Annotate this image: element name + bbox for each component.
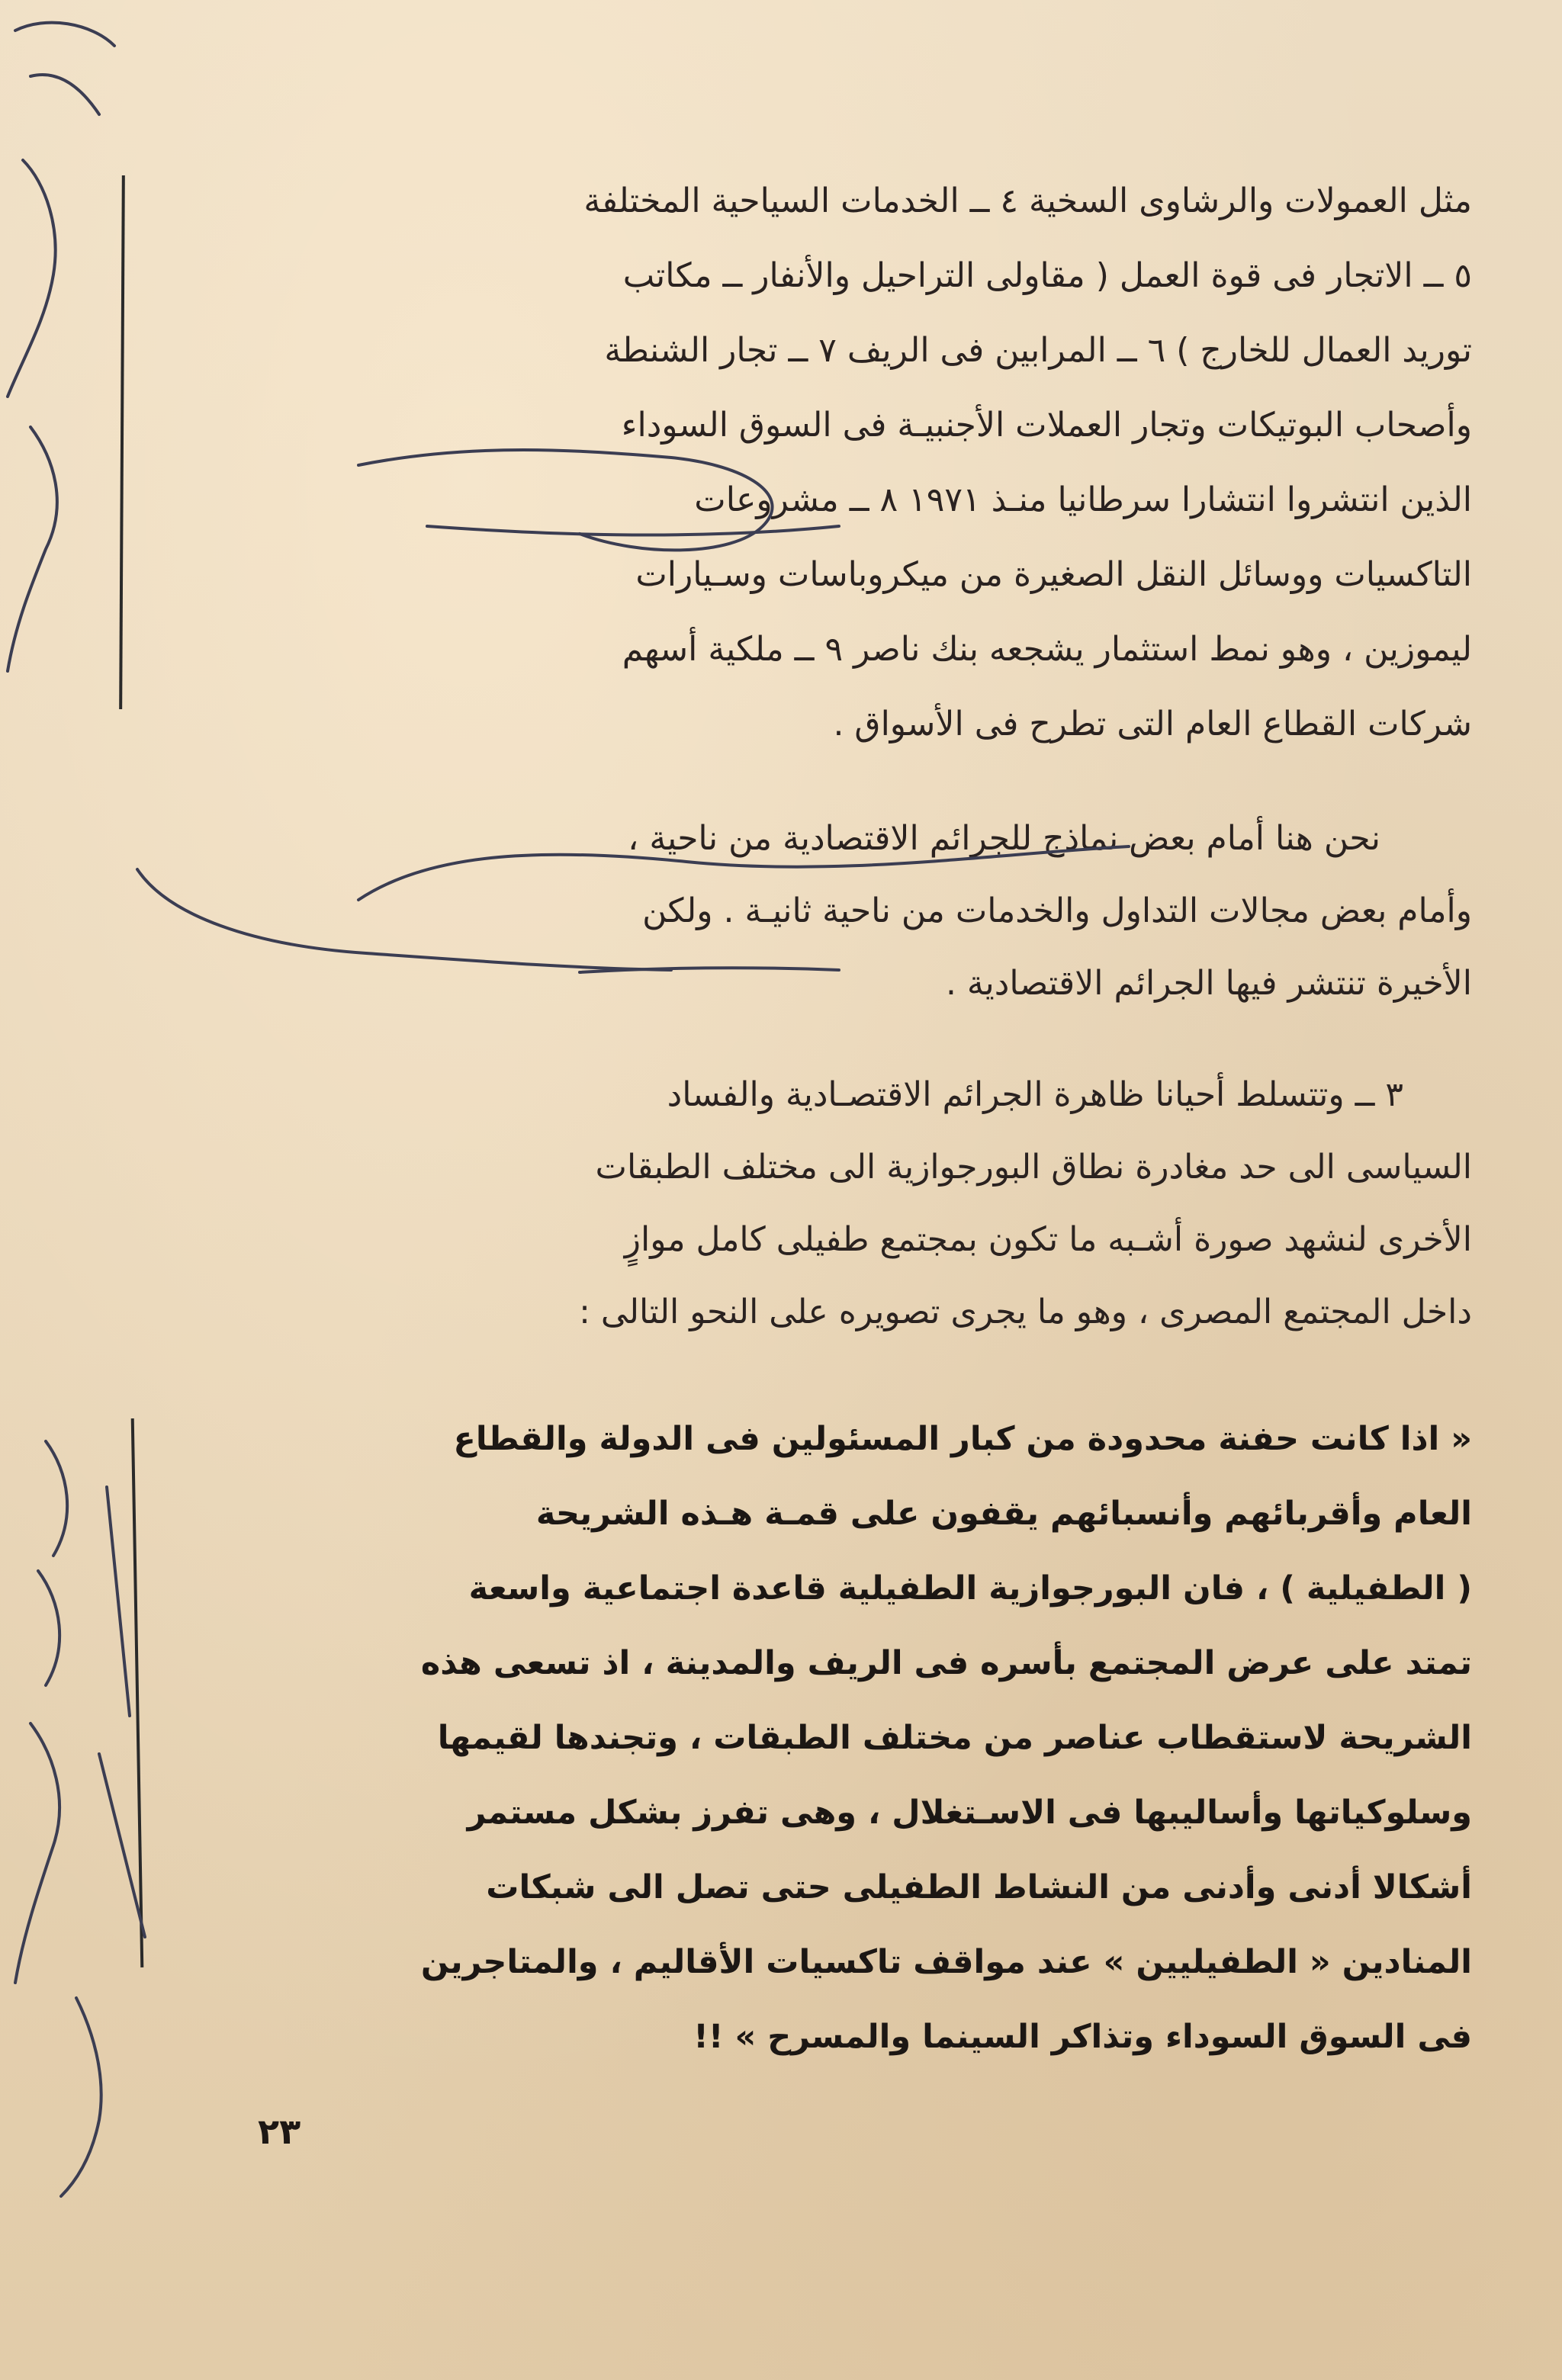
text-line: ليموزين ، وهو نمط استثمار يشجعه بنك ناصر ٩ ــ ملكية أسهم	[622, 630, 1472, 669]
quote-line: ( الطفيلية ) ، فان البورجوازية الطفيلية قاعدة اجتماعية واسعة	[468, 1569, 1472, 1608]
text-line: نحن هنا أمام بعض نماذج للجرائم الاقتصادية من ناحية ،	[628, 819, 1380, 858]
quote-line: تمتد على عرض المجتمع بأسره فى الريف والمدينة ، اذ تسعى هذه	[420, 1644, 1472, 1682]
pen-margin-scribble-7	[61, 1998, 101, 2196]
paragraph-economic-crimes	[206, 802, 1472, 1020]
text-line: الأخرى لنشهد صورة أشـبه ما تكون بمجتمع طفيلى كامل موازٍ	[624, 1220, 1472, 1259]
text-line: الذين انتشروا انتشارا سرطانيا منـذ ١٩٧١ ٨ ــ مشروعات	[694, 480, 1472, 519]
quote-line: المنادين « الطفيليين » عند مواقف تاكسيات الأقاليم ، والمتاجرين	[420, 1943, 1472, 1981]
pen-margin-scribble-1	[15, 23, 114, 114]
text-line: ٣ ــ وتتسلط أحيانا ظاهرة الجرائم الاقتصـادية والفساد	[667, 1075, 1403, 1114]
text-line: وأصحاب البوتيكات وتجار العملات الأجنبيـة فى السوق السوداء	[621, 406, 1472, 445]
text-line: السياسى الى حد مغادرة نطاق البورجوازية الى مختلف الطبقات	[595, 1148, 1472, 1187]
text-line: وأمام بعض مجالات التداول والخدمات من ناحية ثانيـة . ولكن	[642, 891, 1472, 930]
quote-line: العام وأقربائهم وأنسبائهم يقفون على قمـة هـذه الشريحة	[535, 1495, 1472, 1533]
text-line: مثل العمولات والرشاوى السخية ٤ ــ الخدمات السياحية المختلفة	[583, 181, 1472, 220]
quote-line: وسلوكياتها وأساليبها فى الاسـتغلال ، وهى تفرز بشكل مستمر	[467, 1794, 1472, 1832]
pen-margin-scribble-5	[15, 1723, 59, 1983]
margin-mark-line-top	[119, 175, 125, 709]
text-line: داخل المجتمع المصرى ، وهو ما يجرى تصويره على النحو التالى :	[579, 1293, 1472, 1331]
pen-margin-scribble-4	[38, 1441, 67, 1685]
quote-line: فى السوق السوداء وتذاكر السينما والمسرح » !!	[693, 2018, 1472, 2056]
pen-margin-scribble-2	[8, 160, 56, 397]
block-quote	[206, 1402, 1472, 2074]
paragraph-list-of-activities	[206, 164, 1472, 762]
page-number: ٢٣	[258, 2111, 301, 2152]
quote-line: « اذا كانت حفنة محدودة من كبار المسئولين فى الدولة والقطاع	[453, 1420, 1472, 1458]
text-line: الأخيرة تنتشر فيها الجرائم الاقتصادية .	[945, 964, 1472, 1003]
paragraph-parasitic-society	[206, 1058, 1472, 1348]
pen-margin-scribble-3	[8, 427, 57, 671]
margin-mark-line-bottom	[131, 1418, 144, 1967]
text-line: شركات القطاع العام التى تطرح فى الأسواق .	[833, 705, 1472, 744]
quote-line: الشريحة لاستقطاب عناصر من مختلف الطبقات ، وتجندها لقيمها	[437, 1719, 1472, 1757]
text-line: التاكسيات ووسائل النقل الصغيرة من ميكروباسات وسـيارات	[635, 555, 1472, 594]
quote-line: أشكالا أدنى وأدنى من النشاط الطفيلى حتى تصل الى شبكات	[486, 1868, 1472, 1906]
text-line: ٥ ــ الاتجار فى قوة العمل ( مقاولى التراحيل والأنفار ــ مكاتب	[622, 256, 1472, 295]
text-line: توريد العمال للخارج ) ٦ ــ المرابين فى الريف ٧ ــ تجار الشنطة	[604, 331, 1472, 370]
